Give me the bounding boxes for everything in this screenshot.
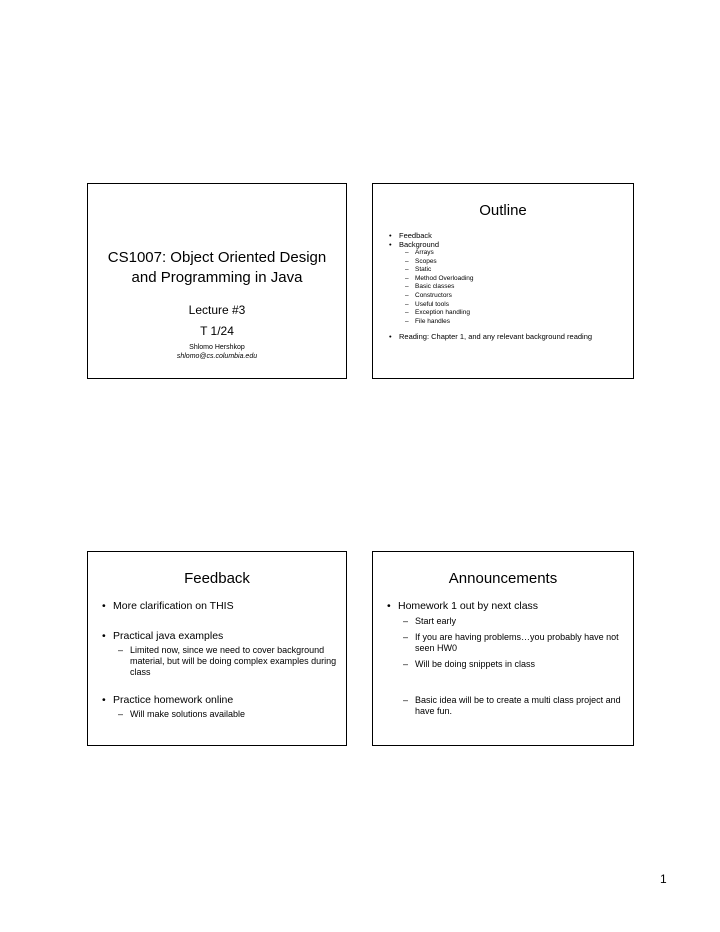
list-item: – If you are having problems…you probably have not seen HW0 [403, 632, 619, 653]
list-item: • Practice homework online [102, 694, 338, 707]
list-item: – Start early [403, 616, 457, 626]
course-title-line1: CS1007: Object Oriented Design [107, 249, 327, 266]
list-item: – Static [389, 266, 625, 275]
list-item: – Basic idea will be to create a multi class project and have fun. [403, 695, 621, 716]
slide-heading: Feedback [184, 570, 250, 587]
list-item: – Will be doing snippets in class [403, 659, 536, 669]
slide-announcements [372, 551, 634, 746]
list-item: • Homework 1 out by next class [387, 600, 623, 613]
sub-item-text: Limited now, since we need to cover background material, but will be doing complex examples during class [130, 645, 337, 677]
list-item: – Scopes [389, 258, 625, 267]
list-item: – Will make solutions available [118, 709, 246, 719]
slide-heading: Announcements [448, 570, 558, 587]
list-item: • Feedback [389, 231, 625, 240]
list-item: • Reading: Chapter 1, and any relevant background reading [389, 332, 625, 341]
slide-heading: Outline [479, 202, 527, 219]
lecture-number: Lecture #3 [188, 303, 246, 317]
author-email: shlomo@cs.columbia.edu [176, 353, 258, 360]
lecture-date: T 1/24 [200, 324, 234, 338]
sub-item-text: Will be doing snippets in class [415, 659, 536, 669]
list-item: – Useful tools [389, 301, 625, 310]
feedback-list [102, 600, 338, 720]
list-item: – Constructors [389, 292, 625, 301]
sub-item-text: Will make solutions available [130, 709, 246, 719]
sub-item-text: Start early [415, 616, 457, 626]
slide-feedback [87, 551, 347, 746]
course-title-line2: and Programming in Java [131, 269, 303, 286]
author-name: Shlomo Hershkop [189, 344, 245, 351]
announcements-list [387, 600, 623, 717]
sub-item-text: If you are having problems…you probably have not seen HW0 [415, 632, 619, 653]
list-item: – Basic classes [389, 283, 625, 292]
list-item: • More clarification on THIS [102, 600, 338, 613]
slide-outline [372, 183, 634, 379]
list-item: • Background [389, 240, 625, 249]
title-block [88, 248, 346, 360]
list-item: – File handles [389, 318, 625, 327]
sub-item-text: Basic idea will be to create a multi class project and have fun. [415, 695, 621, 716]
list-item: • Practical java examples [102, 630, 338, 643]
list-item: – Exception handling [389, 309, 625, 318]
slide-title-card [87, 183, 347, 379]
list-item: – Method Overloading [389, 275, 625, 284]
outline-list [389, 231, 625, 341]
page-number: 1 [660, 872, 667, 886]
list-item: – Arrays [389, 249, 625, 258]
list-item: – Limited now, since we need to cover background material, but will be doing complex examples during class [118, 645, 337, 677]
